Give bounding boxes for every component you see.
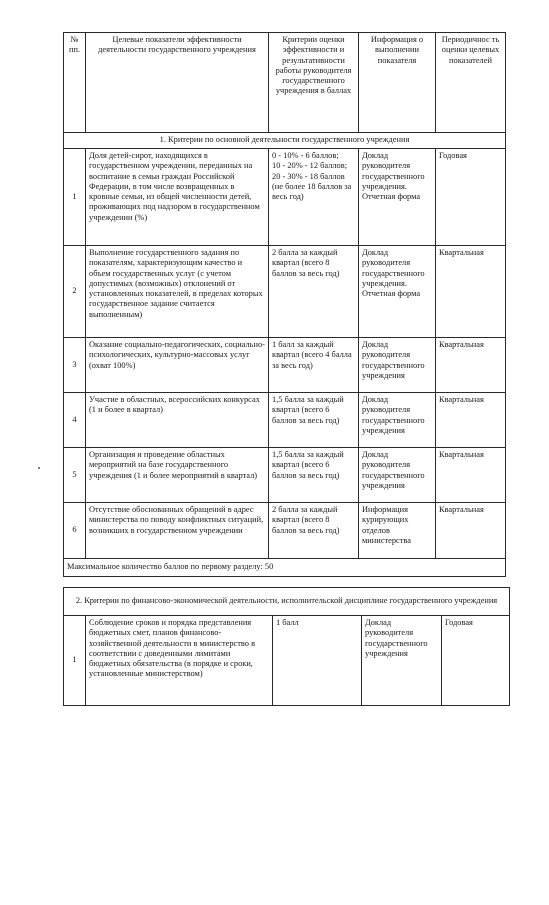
row-number: 2 [64,246,86,338]
row-info: Доклад руководителя государственного учреждения [359,393,436,448]
row-indicator: Отсутствие обоснованных обращений в адрес министерства по поводу конфликтных ситуаций, возникших в государственном учреждении [86,503,269,559]
section-1-header [64,133,506,149]
row-period: Годовая [442,616,510,706]
row-criteria: 1 балл [273,616,362,706]
table-row [64,338,506,393]
row-criteria: 0 - 10% - 6 баллов; 10 - 20% - 12 баллов; 20 - 30% - 18 баллов (не более 18 баллов за весь год) [269,149,359,246]
header-criteria: Критерии оценки эффективности и результативности работы руководителя государственного учреждения в баллах [269,33,359,133]
header-info: Информация о выполнении показателя [359,33,436,133]
row-indicator: Участие в областных, всероссийских конкурсах (1 и более в квартал) [86,393,269,448]
table-row [64,246,506,338]
row-criteria: 1 балл за каждый квартал (всего 4 балла за весь год) [269,338,359,393]
row-indicator: Соблюдение сроков и порядка представления бюджетных смет, планов финансово-хозяйственной деятельности в министерство в соответствии с доведенными лимитами бюджетных обязательства (в порядке и сроки, установленные министерством) [86,616,273,706]
header-period: Периодичнос ть оценки целевых показателей [436,33,506,133]
row-info: Доклад руководителя государственного учреждения. Отчетная форма [359,246,436,338]
row-criteria: 2 балла за каждый квартал (всего 8 баллов за весь год) [269,503,359,559]
max-score-text: Максимальное количество баллов по первому разделу: 50 [64,559,506,577]
section-2-header [64,588,510,616]
table-row [64,448,506,503]
header-indicators: Целевые показатели эффективности деятельности государственного учреждения [86,33,269,133]
row-number: 1 [64,149,86,246]
row-period: Квартальная [436,246,506,338]
row-number: 4 [64,393,86,448]
row-number: 5 [64,448,86,503]
table-row [64,149,506,246]
row-period: Квартальная [436,503,506,559]
row-info: Доклад руководителя государственного учреждения. Отчетная форма [359,149,436,246]
row-indicator: Доля детей-сирот, находящихся в государственном учреждении, переданных на воспитание в семьи граждан Российской Федерации, в том числе возвращенных в кровные семьи, из общей численности детей, проживающих под надзором в государственном учреждении (%) [86,149,269,246]
row-period: Годовая [436,149,506,246]
table-header-row [64,33,506,133]
row-info: Доклад руководителя государственного учреждения [359,338,436,393]
row-number: 6 [64,503,86,559]
row-period: Квартальная [436,393,506,448]
row-criteria: 1,5 балла за каждый квартал (всего 6 баллов за весь год) [269,448,359,503]
row-criteria: 1,5 балла за каждый квартал (всего 6 баллов за весь год) [269,393,359,448]
criteria-table [63,32,506,577]
scan-speck [38,467,40,469]
row-indicator: Оказание социально-педагогических, социально-психологических, культурно-массовых услуг (охват 100%) [86,338,269,393]
section-1-title: 1. Критерии по основной деятельности государственного учреждения [64,133,506,149]
row-period: Квартальная [436,338,506,393]
row-info: Информация курирующих отделов министерства [359,503,436,559]
max-score-row [64,559,506,577]
header-num: № пп. [64,33,86,133]
row-period: Квартальная [436,448,506,503]
section-2-title: 2. Критерии по финансово-экономической деятельности, исполнительской дисциплине государственного учреждения [64,588,510,616]
row-indicator: Организация и проведение областных мероприятий на базе государственного учреждения (1 и более мероприятий в квартал) [86,448,269,503]
row-info: Доклад руководителя государственного учреждения [362,616,442,706]
row-info: Доклад руководителя государственного учреждения [359,448,436,503]
table-row [64,393,506,448]
row-number: 1 [64,616,86,706]
row-criteria: 2 балла за каждый квартал (всего 8 баллов за весь год) [269,246,359,338]
table-row [64,616,510,706]
row-indicator: Выполнение государственного задания по показателям, характеризующим качество и объем государственных услуг (с учетом допустимых (возможных) отклонений от установленных показателей, в пределах которых государственное задание считается выполненным) [86,246,269,338]
table-row [64,503,506,559]
row-number: 3 [64,338,86,393]
criteria-table-section-2 [63,587,510,706]
